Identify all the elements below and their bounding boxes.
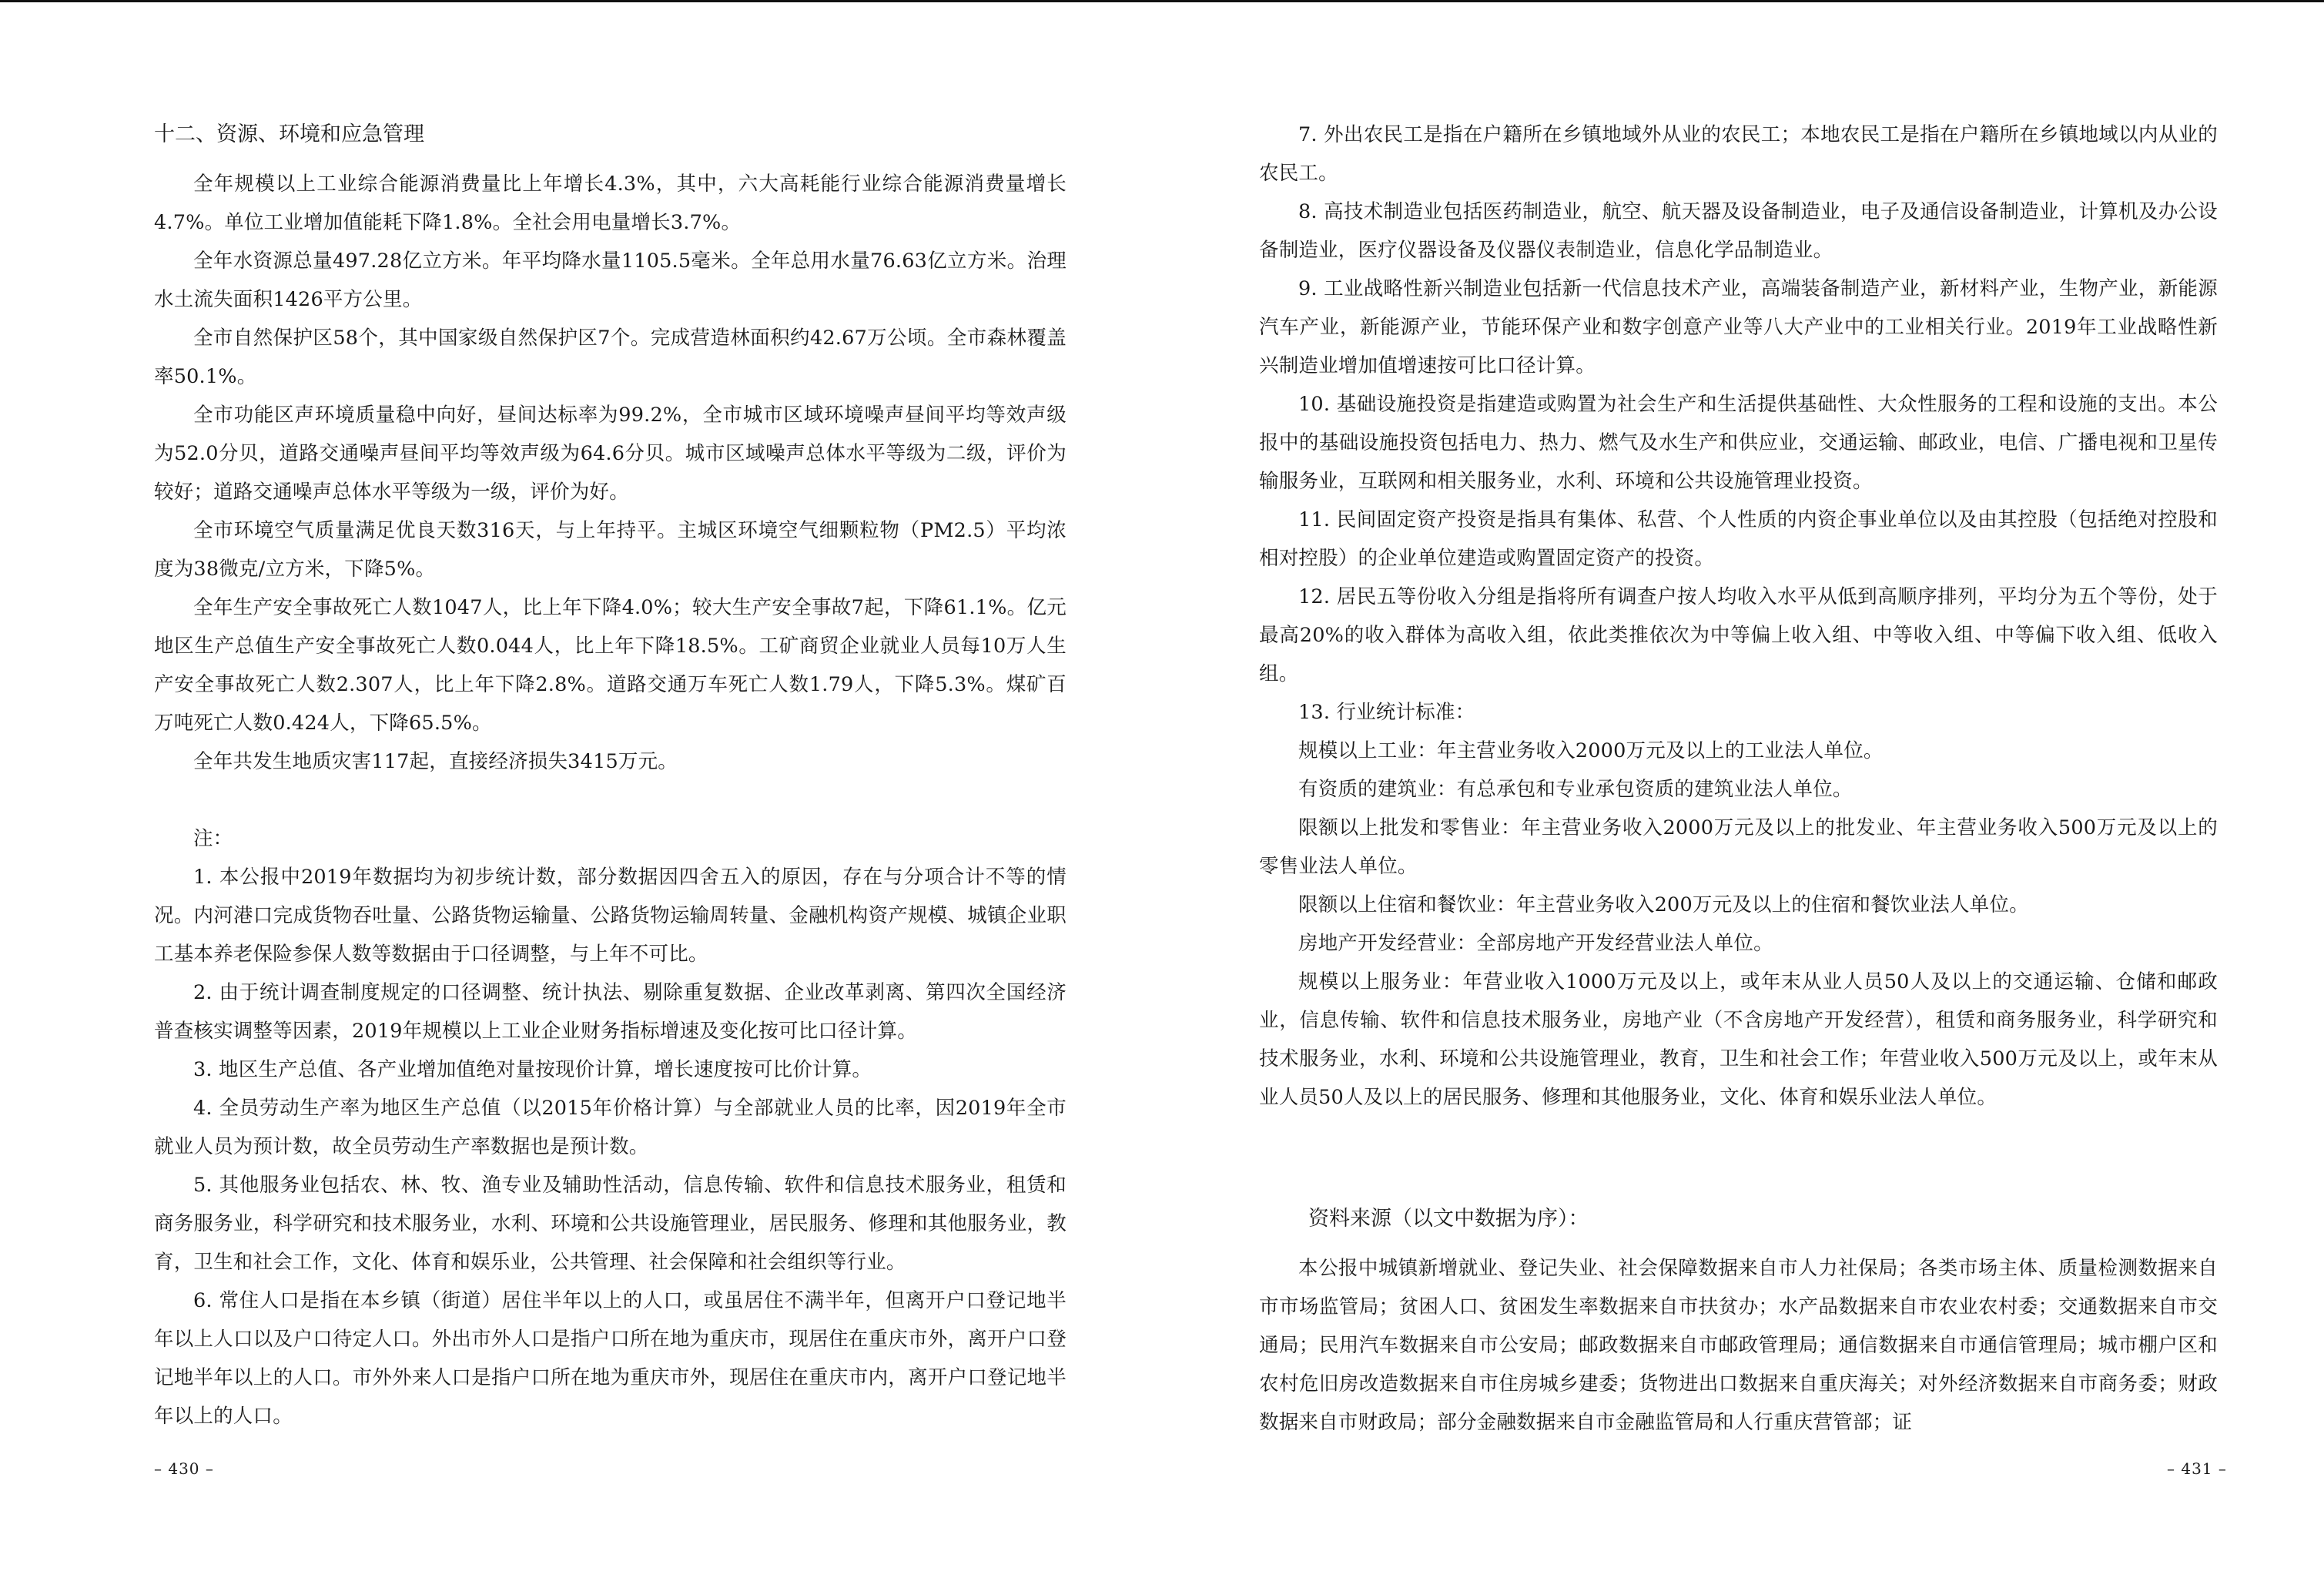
note-item: 7. 外出农民工是指在户籍所在乡镇地域外从业的农民工；本地农民工是指在户籍所在乡镇地域以内从业的农民工。 bbox=[1259, 123, 2218, 185]
note-item: 9. 工业战略性新兴制造业包括新一代信息技术产业，高端装备制造产业，新材料产业，生物产业，新能源汽车产业，新能源产业，节能环保产业和数字创意产业等八大产业中的工业相关行业。2019年工业战略性新兴制造业增加值增速按可比口径计算。 bbox=[1259, 277, 2218, 377]
page-number-right: – 431 – bbox=[2167, 1459, 2227, 1478]
note-item: 12. 居民五等份收入分组是指将所有调查户按人均收入水平从低到高顺序排列，平均分为五个等份，处于最高20%的收入群体为高收入组，依此类推依次为中等偏上收入组、中等收入组、中等偏下收入组、低收入组。 bbox=[1259, 585, 2218, 685]
note-item: 2. 由于统计调查制度规定的口径调整、统计执法、剔除重复数据、企业改革剥离、第四次全国经济普查核实调整等因素，2019年规模以上工业企业财务指标增速及变化按可比口径计算。 bbox=[154, 981, 1067, 1043]
note-item: 5. 其他服务业包括农、林、牧、渔专业及辅助性活动，信息传输、软件和信息技术服务业，租赁和商务服务业，科学研究和技术服务业，水利、环境和公共设施管理业，居民服务、修理和其他服务业，教育，卫生和社会工作，文化、体育和娱乐业，公共管理、社会保障和社会组织等行业。 bbox=[154, 1174, 1067, 1274]
water-paragraph: 全年水资源总量497.28亿立方米。年平均降水量1105.5毫米。全年总用水量76.63亿立方米。治理水土流失面积1426平方公里。 bbox=[154, 250, 1067, 311]
right-page bbox=[1259, 116, 2218, 1442]
geological-disaster-paragraph: 全年共发生地质灾害117起，直接经济损失3415万元。 bbox=[193, 750, 678, 773]
note-item: 1. 本公报中2019年数据均为初步统计数，部分数据因四舍五入的原因，存在与分项合计不等的情况。内河港口完成货物吞吐量、公路货物运输量、公路货物运输周转量、金融机构资产规模、城镇企业职工基本养老保险参保人数等数据由于口径调整，与上年不可比。 bbox=[154, 866, 1067, 966]
notes-title: 注： bbox=[193, 827, 233, 850]
top-border-rule bbox=[0, 0, 2324, 2]
industry-standard-item: 房地产开发经营业：全部房地产开发经营业法人单位。 bbox=[1298, 932, 1773, 955]
page-number-left: – 430 – bbox=[154, 1459, 214, 1478]
safety-paragraph: 全年生产安全事故死亡人数1047人，比上年下降4.0%；较大生产安全事故7起，下降61.1%。亿元地区生产总值生产安全事故死亡人数0.044人，比上年下降18.5%。工矿商贸企业就业人员每10万人生产安全事故死亡人数2.307人，比上年下降2.8%。道路交通万车死亡人数1.79人，下降5.3%。煤矿百万吨死亡人数0.424人，下降65.5%。 bbox=[154, 596, 1067, 735]
left-page bbox=[154, 116, 1067, 1436]
note-item: 11. 民间固定资产投资是指具有集体、私营、个人性质的内资企事业单位以及由其控股（包括绝对控股和相对控股）的企业单位建造或购置固定资产的投资。 bbox=[1259, 508, 2218, 570]
note-item: 4. 全员劳动生产率为地区生产总值（以2015年价格计算）与全部就业人员的比率，因2019年全市就业人员为预计数，故全员劳动生产率数据也是预计数。 bbox=[154, 1097, 1067, 1158]
section-gap bbox=[1259, 1117, 2218, 1200]
note-item: 3. 地区生产总值、各产业增加值绝对量按现价计算，增长速度按可比价计算。 bbox=[193, 1058, 872, 1081]
energy-paragraph: 全年规模以上工业综合能源消费量比上年增长4.3%，其中，六大高耗能行业综合能源消费量增长4.7%。单位工业增加值能耗下降1.8%。全社会用电量增长3.7%。 bbox=[154, 173, 1067, 234]
section-gap bbox=[154, 781, 1067, 819]
industry-standard-item: 规模以上工业：年主营业务收入2000万元及以上的工业法人单位。 bbox=[1298, 739, 1884, 762]
nature-reserve-paragraph: 全市自然保护区58个，其中国家级自然保护区7个。完成营造林面积约42.67万公顷。全市森林覆盖率50.1%。 bbox=[154, 327, 1067, 388]
note-item: 13. 行业统计标准： bbox=[1298, 701, 1475, 724]
note-item: 10. 基础设施投资是指建造或购置为社会生产和生活提供基础性、大众性服务的工程和设施的支出。本公报中的基础设施投资包括电力、热力、燃气及水生产和供应业，交通运输、邮政业，电信、广播电视和卫星传输服务业，互联网和相关服务业，水利、环境和公共设施管理业投资。 bbox=[1259, 393, 2218, 493]
sources-heading: 资料来源（以文中数据为序）： bbox=[1308, 1207, 1589, 1231]
section-heading: 十二、资源、环境和应急管理 bbox=[154, 122, 424, 146]
industry-standard-item: 限额以上批发和零售业：年主营业务收入2000万元及以上的批发业、年主营业务收入500万元及以上的零售业法人单位。 bbox=[1259, 816, 2218, 878]
note-item: 8. 高技术制造业包括医药制造业，航空、航天器及设备制造业，电子及通信设备制造业，计算机及办公设备制造业，医疗仪器设备及仪器仪表制造业，信息化学品制造业。 bbox=[1259, 200, 2218, 262]
sources-paragraph: 本公报中城镇新增就业、登记失业、社会保障数据来自市人力社保局；各类市场主体、质量检测数据来自市市场监管局；贫困人口、贫困发生率数据来自市扶贫办；水产品数据来自市农业农村委；交通数据来自市交通局；民用汽车数据来自市公安局；邮政数据来自市邮政管理局；通信数据来自市通信管理局；城市棚户区和农村危旧房改造数据来自市住房城乡建委；货物进出口数据来自重庆海关；对外经济数据来自市商务委；财政数据来自市财政局；部分金融数据来自市金融监管局和人行重庆营管部；证 bbox=[1259, 1257, 2218, 1434]
industry-standard-item: 限额以上住宿和餐饮业：年主营业务收入200万元及以上的住宿和餐饮业法人单位。 bbox=[1298, 893, 2029, 916]
industry-standard-item: 规模以上服务业：年营业收入1000万元及以上，或年末从业人员50人及以上的交通运输、仓储和邮政业，信息传输、软件和信息技术服务业，房地产业（不含房地产开发经营），租赁和商务服务业，科学研究和技术服务业，水利、环境和公共设施管理业，教育，卫生和社会工作；年营业收入500万元及以上，或年末从业人员50人及以上的居民服务、修理和其他服务业，文化、体育和娱乐业法人单位。 bbox=[1259, 970, 2218, 1109]
air-quality-paragraph: 全市环境空气质量满足优良天数316天，与上年持平。主城区环境空气细颗粒物（PM2.5）平均浓度为38微克/立方米，下降5%。 bbox=[154, 519, 1067, 581]
note-item: 6. 常住人口是指在本乡镇（街道）居住半年以上的人口，或虽居住不满半年，但离开户口登记地半年以上人口以及户口待定人口。外出市外人口是指户口所在地为重庆市，现居住在重庆市外，离开户口登记地半年以上的人口。市外外来人口是指户口所在地为重庆市外，现居住在重庆市内，离开户口登记地半年以上的人口。 bbox=[154, 1289, 1067, 1428]
industry-standard-item: 有资质的建筑业：有总承包和专业承包资质的建筑业法人单位。 bbox=[1298, 778, 1853, 801]
noise-paragraph: 全市功能区声环境质量稳中向好，昼间达标率为99.2%，全市城市区域环境噪声昼间平均等效声级为52.0分贝，道路交通噪声昼间平均等效声级为64.6分贝。城市区域噪声总体水平等级为二级，评价为较好；道路交通噪声总体水平等级为一级，评价为好。 bbox=[154, 404, 1067, 504]
